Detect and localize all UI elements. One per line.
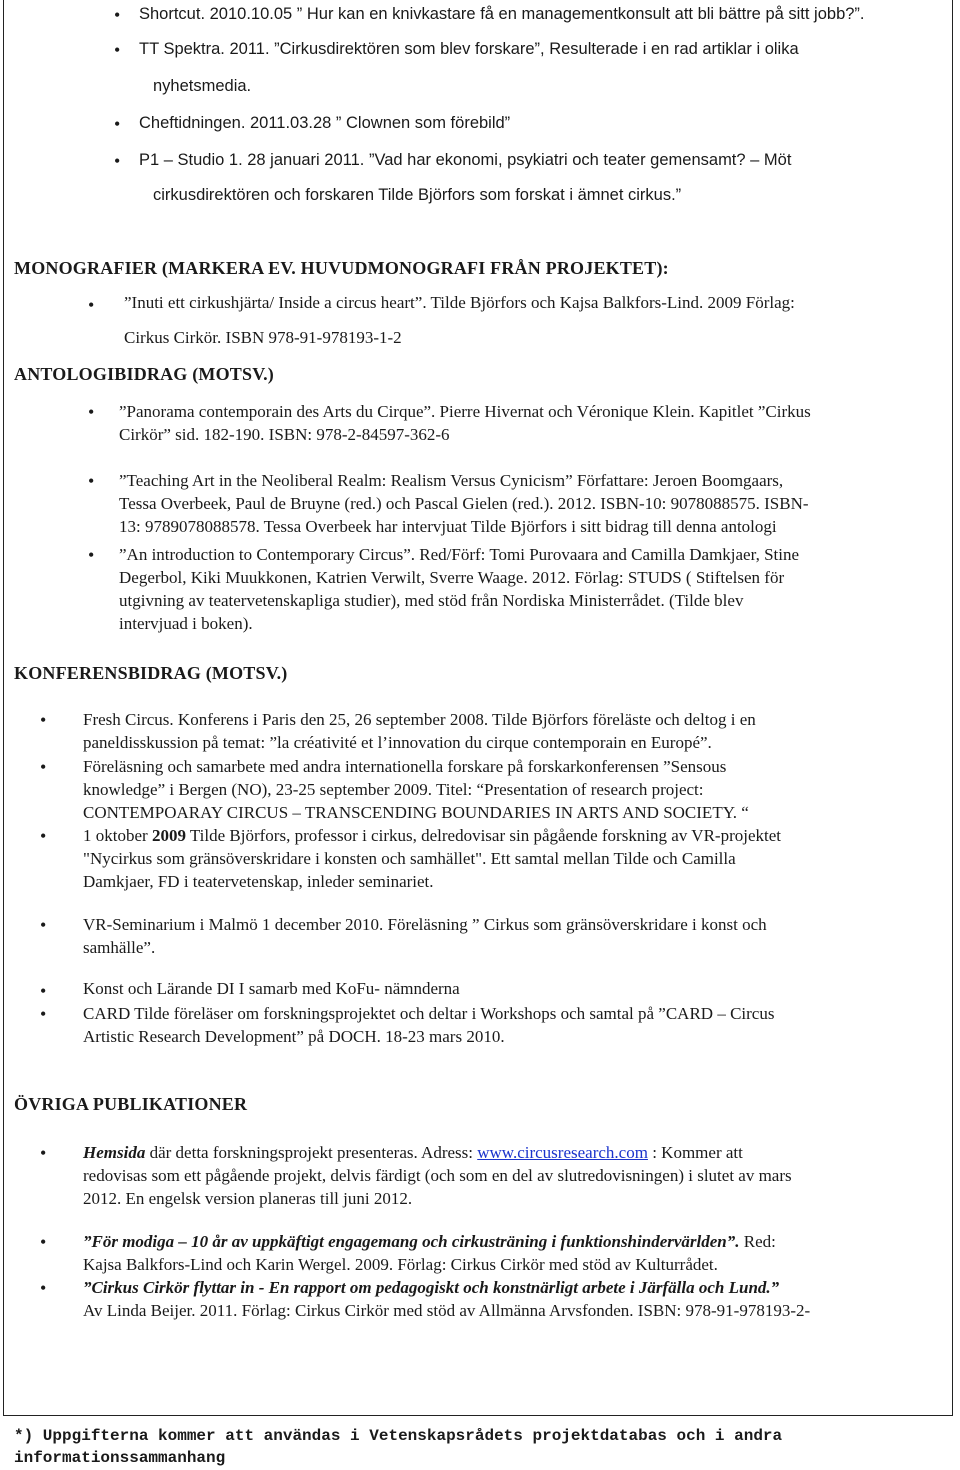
- antologi-line: ”Teaching Art in the Neoliberal Realm: Realism Versus Cynicism” Författare: Jeroen Boomgaars,: [119, 471, 784, 490]
- konferens-item: [83, 1002, 949, 1048]
- antologi-heading: ANTOLOGIBIDRAG (MOTSV.): [14, 364, 274, 384]
- media-item: Shortcut. 2010.10.05 ” Hur kan en knivkastare få en managementkonsult att bli bättre på sitt jobb?”.: [139, 5, 865, 23]
- konferens-line: "Nycirkus som gränsöverskridare i konsten och samhället". Ett samtal mellan Tilde och Camilla: [83, 849, 736, 868]
- media-item: P1 – Studio 1. 28 januari 2011. ”Vad har ekonomi, psykiatri och teater gemensamt? – Möt: [139, 151, 792, 169]
- bullet: •: [40, 1004, 47, 1024]
- media-item: Cheftidningen. 2011.03.28 ” Clownen som förebild”: [139, 114, 511, 132]
- antologi-line: ”An introduction to Contemporary Circus”. Red/Förf: Tomi Purovaara and Camilla Damkjaer, Stine: [119, 545, 800, 564]
- ovriga-item: [83, 1230, 949, 1276]
- bullet: •: [40, 826, 47, 846]
- antologi-line: intervjuad i boken).: [119, 614, 253, 633]
- media-item: TT Spektra. 2011. ”Cirkusdirektören som blev forskare”, Resulterade i en rad artiklar i olika: [139, 40, 799, 58]
- konferens-line: Damkjaer, FD i teatervetenskap, inleder seminariet.: [83, 872, 434, 891]
- media-item-cont: nyhetsmedia.: [153, 77, 252, 95]
- konferens-heading: KONFERENSBIDRAG (MOTSV.): [14, 663, 288, 683]
- bullet: •: [114, 5, 121, 25]
- antologi-line: 13: 9789078088578. Tessa Overbeek har intervjuat Tilde Björfors i sitt bidrag till denna antologi: [119, 517, 777, 536]
- text-run: där detta forskningsprojekt presenteras. Adress:: [145, 1143, 478, 1162]
- bullet: •: [40, 757, 47, 777]
- konferens-line: [83, 824, 949, 847]
- konferens-item: [83, 708, 949, 754]
- text-run: 1 oktober: [83, 826, 152, 845]
- bullet: •: [88, 545, 95, 565]
- konferens-item: [83, 913, 949, 959]
- bullet: •: [40, 1278, 47, 1298]
- bullet: •: [114, 40, 121, 60]
- bullet: •: [88, 402, 95, 422]
- konferens-line: samhälle”.: [83, 938, 156, 957]
- ovriga-line: 2012. En engelsk version planeras till juni 2012.: [83, 1189, 413, 1208]
- bullet: •: [114, 151, 121, 171]
- bullet: •: [88, 471, 95, 491]
- konferens-item: [83, 824, 949, 893]
- konferens-item: [83, 755, 949, 824]
- monografi-item: ”Inuti ett cirkushjärta/ Inside a circus heart”. Tilde Björfors och Kajsa Balkfors-Lind. 2009 Förlag:: [124, 293, 795, 312]
- antologi-item: [119, 469, 949, 538]
- ovriga-line: [83, 1230, 949, 1253]
- ovriga-line: Av Linda Beijer. 2011. Förlag: Cirkus Cirkör med stöd av Allmänna Arvsfonden. ISBN: 978-91-978193-2-: [83, 1301, 811, 1320]
- konferens-line: Fresh Circus. Konferens i Paris den 25, 26 september 2008. Tilde Björfors föreläste och deltog i en: [83, 710, 756, 729]
- text-run: : Kommer att: [647, 1143, 743, 1162]
- antologi-line: Cirkör” sid. 182-190. ISBN: 978-2-84597-362-6: [119, 425, 450, 444]
- website-link[interactable]: www.circusresearch.com: [477, 1143, 648, 1162]
- konferens-line: knowledge” i Bergen (NO), 23-25 september 2009. Titel: “Presentation of research project:: [83, 780, 704, 799]
- ovriga-line: redovisas som ett pågående projekt, delvis färdigt (och som en del av slutredovisningen) i slutet av mars: [83, 1166, 792, 1185]
- konferens-line: Artistic Research Development” på DOCH. 18-23 mars 2010.: [83, 1027, 505, 1046]
- report-title: ”Cirkus Cirkör flyttar in - En rapport om pedagogiskt och konstnärligt arbete i Järfälla och Lund.”: [83, 1278, 780, 1297]
- ovriga-item: [83, 1141, 949, 1210]
- ovriga-heading: ÖVRIGA PUBLIKATIONER: [14, 1094, 248, 1114]
- bullet: •: [40, 915, 47, 935]
- bullet: •: [40, 710, 47, 730]
- year-bold: 2009: [151, 826, 186, 845]
- monografi-item-cont: Cirkus Cirkör. ISBN 978-91-978193-1-2: [124, 328, 402, 347]
- konferens-item: Konst och Lärande DI I samarb med KoFu- nämnderna: [83, 979, 460, 998]
- bullet: •: [40, 1232, 47, 1252]
- bullet: •: [40, 1143, 47, 1163]
- antologi-line: ”Panorama contemporain des Arts du Cirque”. Pierre Hivernat och Véronique Klein. Kapitlet ”Cirkus: [119, 402, 811, 421]
- antologi-line: Tessa Overbeek, Paul de Bruyne (red.) och Pascal Gielen (red.). 2012. ISBN-10: 9078088575. ISBN-: [119, 494, 809, 513]
- text-run: Tilde Björfors, professor i cirkus, delredovisar sin pågående forskning av VR-projektet: [185, 826, 781, 845]
- konferens-line: CONTEMPOARAY CIRCUS – TRANSCENDING BOUNDARIES IN ARTS AND SOCIETY. “: [83, 803, 749, 822]
- bullet: •: [40, 981, 47, 1001]
- ovriga-item: [83, 1276, 949, 1322]
- konferens-line: paneldisskussion på temat: ”la créativité et l’innovation du cirque contemporain en Europé”.: [83, 733, 712, 752]
- media-item-cont: cirkusdirektören och forskaren Tilde Björfors som forskat i ämnet cirkus.”: [153, 186, 682, 204]
- antologi-item: [119, 543, 949, 635]
- bullet: •: [114, 114, 121, 134]
- antologi-item: [119, 400, 949, 446]
- text-run: Red:: [739, 1232, 776, 1251]
- antologi-line: utgivning av teatervetenskapliga studier), med stöd från Nordiska Ministerrådet. (Tilde blev: [119, 591, 744, 610]
- footnote: *) Uppgifterna kommer att användas i Vetenskapsrådets projektdatabas och i andra informationssammanhang: [14, 1427, 783, 1467]
- konferens-line: Föreläsning och samarbete med andra internationella forskare på forskarkonferensen ”Sensous: [83, 757, 727, 776]
- ovriga-line: [83, 1141, 949, 1164]
- antologi-line: Degerbol, Kiki Muukkonen, Katrien Verwilt, Sverre Waage. 2012. Förlag: STUDS ( Stiftelsen för: [119, 568, 785, 587]
- konferens-line: CARD Tilde föreläser om forskningsprojektet och deltar i Workshops och samtal på ”CARD – Circus: [83, 1004, 775, 1023]
- hemsida-label: Hemsida: [83, 1143, 146, 1162]
- konferens-line: VR-Seminarium i Malmö 1 december 2010. Föreläsning ” Cirkus som gränsöverskridare i konst och: [83, 915, 767, 934]
- bullet: •: [88, 295, 95, 315]
- ovriga-line: Kajsa Balkfors-Lind och Karin Wergel. 2009. Förlag: Cirkus Cirkör med stöd av Kulturrådet.: [83, 1255, 718, 1274]
- book-title: ”För modiga – 10 år av uppkäftigt engagemang och cirkusträning i funktionshindervärlden”.: [83, 1232, 740, 1251]
- monografier-heading: MONOGRAFIER (MARKERA EV. HUVUDMONOGRAFI FRÅN PROJEKTET):: [14, 258, 669, 278]
